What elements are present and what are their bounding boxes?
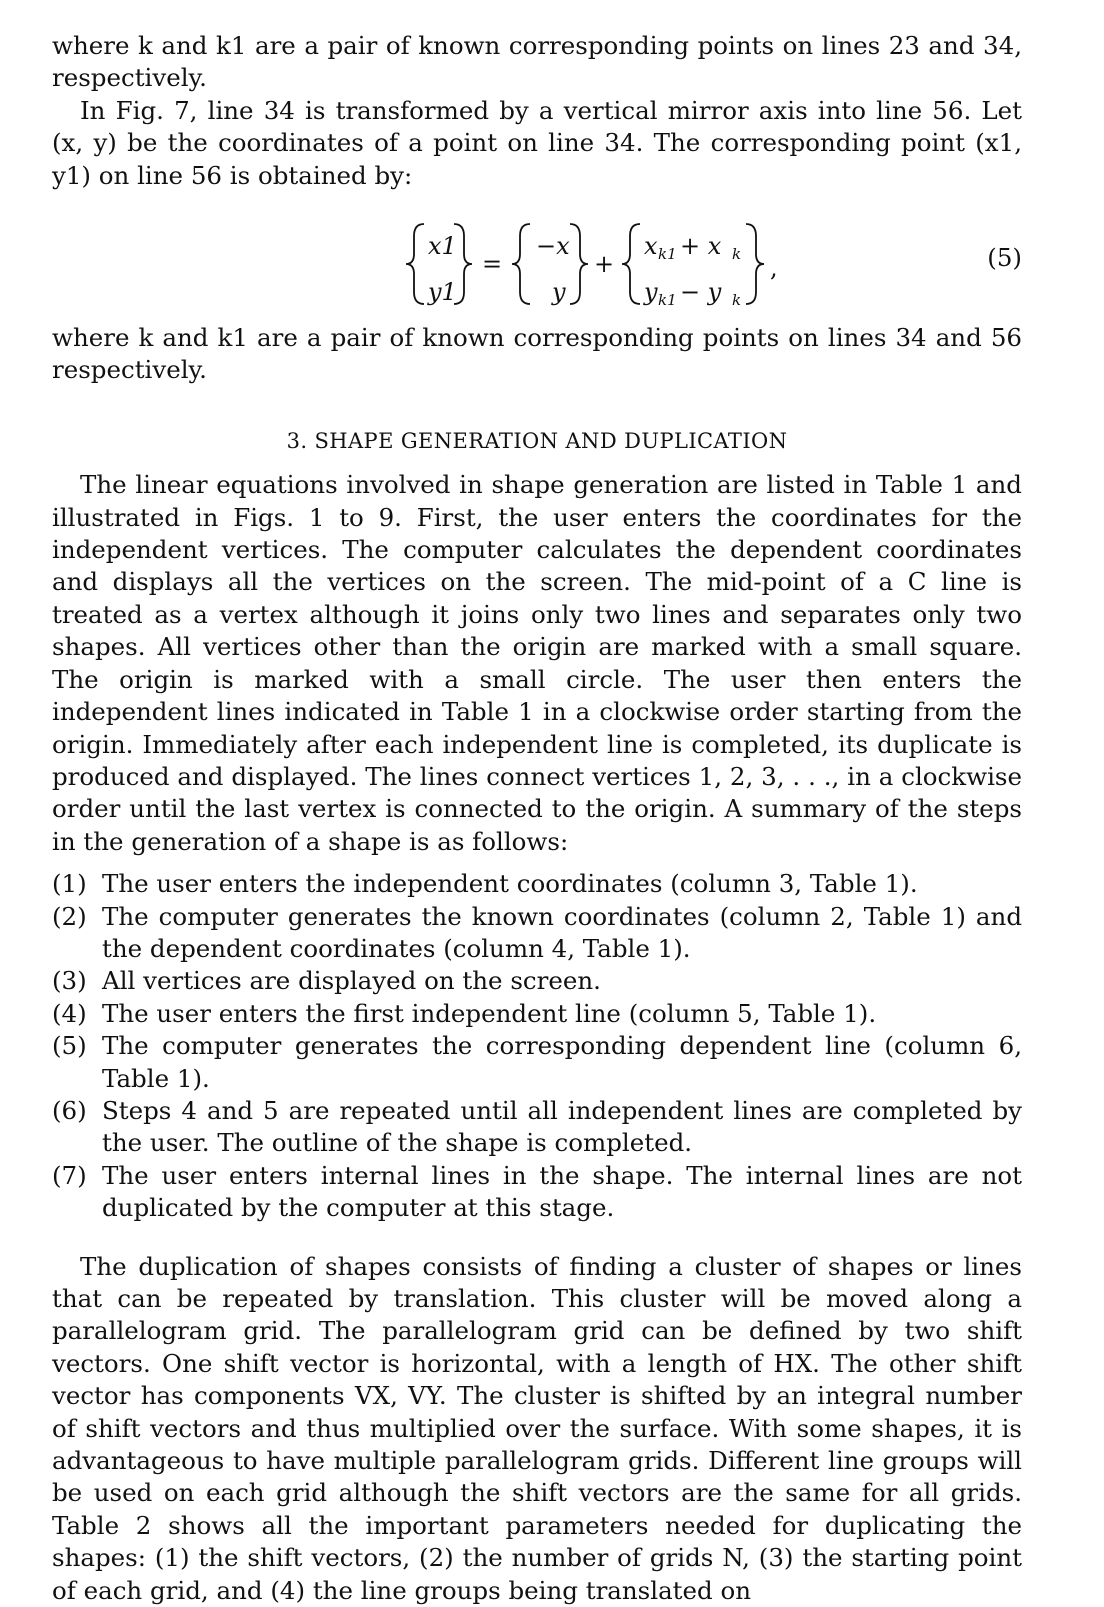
eq-rhs-bottom: y — [644, 278, 658, 307]
list-item — [52, 1160, 1022, 1225]
list-item-text: The user enters internal lines in the shape. The internal lines are not duplicated by the computer at this stage. — [102, 1160, 1022, 1223]
list-item-text: The user enters the independent coordinates (column 3, Table 1). — [102, 869, 918, 899]
eq-comma: , — [770, 254, 778, 283]
list-item-number: (6) — [52, 1095, 87, 1125]
right-brace — [746, 224, 764, 304]
eq-rhs-top: x — [644, 232, 658, 261]
eq-rhs-top-sub2: k — [732, 245, 742, 264]
equation-number: (5) — [987, 243, 1022, 273]
list-item-text: The user enters the first independent line (column 5, Table 1). — [102, 998, 877, 1028]
right-brace — [570, 224, 588, 304]
equation-graphic — [52, 206, 1022, 318]
eq-rhs-bottom-sub2: k — [732, 291, 742, 310]
steps-list — [52, 868, 1022, 1224]
section-heading: 3. SHAPE GENERATION AND DUPLICATION — [286, 428, 788, 453]
eq-plus: + — [594, 250, 615, 279]
eq-mid-top: −x — [536, 232, 570, 261]
list-item-text: The computer generates the corresponding dependent line (column 6, Table 1). — [102, 1031, 1022, 1093]
equation-5 — [52, 206, 1022, 318]
paragraph-after-equation: where k and k1 are a pair of known corresponding points on lines 34 and 56 respectively. — [52, 323, 1022, 385]
paragraph-shape-generation: The linear equations involved in shape generation are listed in Table 1 and illustrated in Figs. 1 to 9. First, the user enters the coordinates for the independent vertices. The computer calculates the dependent coordinates and displays all the vertices on the screen. The mid-point of a C line is treated as a vertex although it joins only two lines and separates only two shapes. All vertices other than the origin are marked with a small square. The origin is marked with a small circle. The user then enters the independent lines indicated in Table 1 in a clockwise order starting from the origin. Immediately after each independent line is completed, its duplicate is produced and displayed. The lines connect vertices 1, 2, 3, . . ., in a clockwise order until the last vertex is connected to the origin. A summary of the steps in the generation of a shape is as follows: — [52, 470, 1022, 856]
eq-rhs-top-op: + x — [680, 232, 722, 261]
eq-equals: = — [482, 250, 503, 279]
list-item-text: Steps 4 and 5 are repeated until all independent lines are completed by the user. The outline of the shape is completed. — [102, 1095, 1022, 1158]
eq-rhs-bottom-op: − y — [680, 278, 722, 307]
left-brace — [622, 224, 640, 304]
list-item — [52, 901, 1022, 966]
list-item — [52, 965, 1022, 997]
list-item-number: (2) — [52, 901, 87, 931]
eq-lhs-bottom: y1 — [428, 278, 457, 307]
eq-rhs-bottom-sub1: k1 — [658, 291, 677, 310]
list-item-text: All vertices are displayed on the screen. — [102, 966, 601, 996]
list-item — [52, 1095, 1022, 1160]
list-item — [52, 1030, 1022, 1095]
list-item-number: (1) — [52, 869, 87, 899]
left-brace — [406, 224, 424, 304]
list-item — [52, 998, 1022, 1030]
list-item-text: The computer generates the known coordinates (column 2, Table 1) and the dependent coordinates (column 4, Table 1). — [102, 901, 1022, 963]
paragraph-top: where k and k1 are a pair of known corresponding points on lines 23 and 34, respectively. — [52, 31, 1022, 93]
eq-lhs-top: x1 — [428, 232, 457, 261]
list-item-number: (5) — [52, 1031, 87, 1061]
list-item-number: (4) — [52, 998, 87, 1028]
left-brace — [512, 224, 530, 304]
list-item — [52, 868, 1022, 900]
eq-mid-bottom: y — [552, 278, 566, 307]
eq-rhs-top-sub1: k1 — [658, 245, 677, 264]
list-item-number: (7) — [52, 1160, 87, 1190]
paragraph-duplication: The duplication of shapes consists of finding a cluster of shapes or lines that can be repeated by translation. This cluster will be moved along a parallelogram grid. The parallelogram grid can be defined by two shift vectors. One shift vector is horizontal, with a length of HX. The other shift vector has components VX, VY. The cluster is shifted by an integral number of shift vectors and thus multiplied over the surface. With some shapes, it is advantageous to have multiple parallelogram grids. Different line groups will be used on each grid although the shift vectors are the same for all grids. Table 2 shows all the important parameters needed for duplicating the shapes: (1) the shift vectors, (2) the number of grids N, (3) the starting point of each grid, and (4) the line groups being translated on — [52, 1251, 1022, 1605]
paragraph-fig7: In Fig. 7, line 34 is transformed by a vertical mirror axis into line 56. Let (x, y) be the coordinates of a point on line 34. The corresponding point (x1, y1) on line 56 is obtained by: — [52, 95, 1022, 190]
list-item-number: (3) — [52, 966, 87, 996]
